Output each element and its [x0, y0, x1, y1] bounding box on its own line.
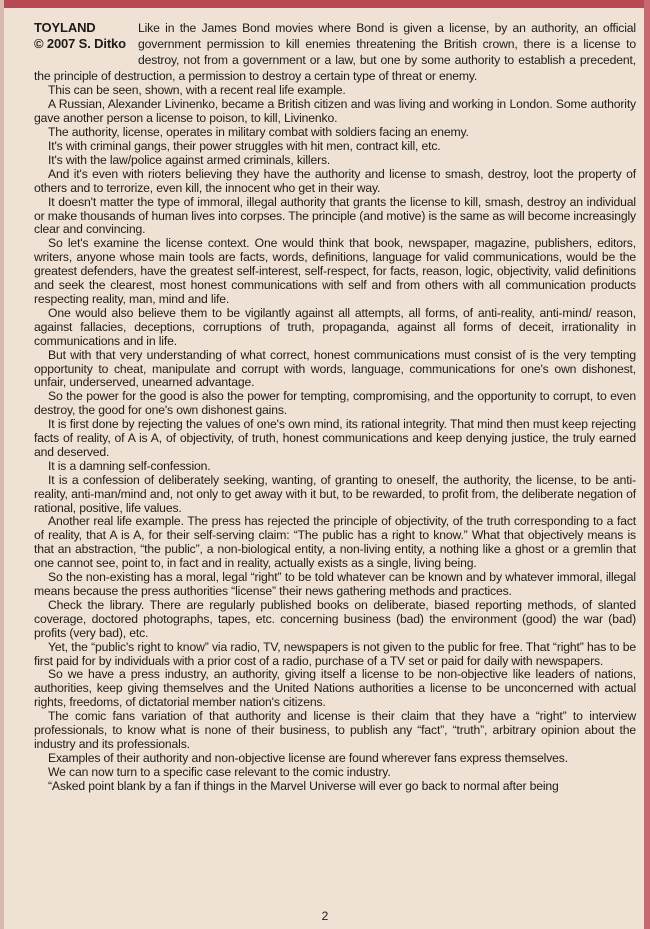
- column-header: [34, 20, 138, 53]
- paragraph: It's with criminal gangs, their power struggles with hit men, contract kill, etc.: [48, 139, 441, 153]
- page-number: 2: [321, 909, 329, 923]
- article-header: [34, 14, 636, 84]
- paragraph: It is first done by rejecting the values of one's own mind, its rational integrity. That mind then must keep rejecting facts of reality, of A is A, of objectivity, of truth, honest communications and keep denying justice, the truly earned and deserved.: [34, 417, 636, 459]
- paragraph: But with that very understanding of what correct, honest communications must consist of is the very tempting opportunity to cheat, manipulate and corrupt with words, language, communications for one's own dishonest, unfair, underserved, unearned advantage.: [34, 347, 636, 390]
- copyright-byline: © 2007 S. Ditko: [34, 36, 126, 52]
- paragraph: So the power for the good is also the power for tempting, compromising, and the opportunity to corrupt, to even destroy, the good for one's own dishonest gains.: [34, 389, 636, 418]
- paragraph: We can now turn to a specific case relevant to the comic industry.: [48, 764, 391, 779]
- page-edge-top: [0, 0, 650, 8]
- paragraph: It doesn't matter the type of immoral, illegal authority that grants the license to kill, smash, destroy an individual or make thousands of human lives into corpses. The principle (and motive) is the same as will become increasingly clear and convincing.: [34, 194, 636, 237]
- paragraph: It is a damning self-confession.: [48, 458, 211, 473]
- paragraph: The authority, license, operates in military combat with soldiers facing an enemy.: [48, 125, 469, 140]
- paragraph: Another real life example. The press has rejected the principle of objectivity, of the truth corresponding to a fact of reality, that A is A, for their self-serving claim: “The public has a right to know.” What that objectively means is that an abstraction, “the public”, a non-biological entity, a non-living entity, a nothing like a ghost or a gremlin that one cannot see, point to, in fact and in reality, actually exists as a single, living being.: [34, 514, 636, 571]
- article-body: [34, 14, 636, 794]
- paragraph: It's with the law/police against armed criminals, killers.: [48, 152, 331, 167]
- paragraph: The comic fans variation of that authority and license is their claim that they have a “right” to interview professionals, to know what is none of their business, to publish any “fact”, “truth”, arbitrary opinion about the industry and its professionals.: [34, 709, 636, 751]
- paragraph: So the non-existing has a moral, legal “right” to be told whatever can be known and by whatever immoral, illegal means because the press authorities “license” their news gathering methods and practices.: [34, 570, 636, 598]
- paragraph: A Russian, Alexander Livinenko, became a British citizen and was living and working in London. Some authority gave another person a license to poison, to kill, Livinenko.: [34, 97, 636, 126]
- paragraph: Check the library. There are regularly published books on deliberate, biased reporting methods, of slanted coverage, doctored photographs, tapes, etc. concerning business (bad) the environment (good) the war (bad) profits (very bad), etc.: [34, 597, 636, 640]
- page-edge-right: [644, 0, 650, 929]
- paragraph: So we have a press industry, an authority, giving itself a license to be non-objective like leaders of nations, authorities, keep giving themselves and the United Nations authorities a license to be unconcerned with actual rights, freedoms, of dictatorial member nation's citizens.: [34, 667, 636, 710]
- paragraph: Yet, the “public's right to know” via radio, TV, newspapers is not given to the public for free. That “right” has to be first paid for by individuals with a prior cost of a radio, purchase of a TV set or paid for daily with newspapers.: [34, 639, 636, 668]
- lead-paragraph: Like in the James Bond movies where Bond is given a license, by an authority, an official government permission to kill enemies threatening the British crown, there is a license to destroy, not from a government or a law, but one by some authority to establish a precedent, the principle of destruction, a permission to destroy a certain type of threat or enemy.: [34, 21, 636, 84]
- paragraph: It is a confession of deliberately seeking, wanting, of granting to oneself, the authority, the license, to be anti-reality, anti-man/mind and, not only to get away with it but, to be rewarded, to profit from, the deliberate negation of rational, positive, life values.: [34, 472, 636, 515]
- paragraph: Examples of their authority and non-objective license are found wherever fans express themselves.: [48, 750, 568, 765]
- paragraph: And it's even with rioters believing they have the authority and license to smash, destroy, loot the property of others and to terrorize, even kill, the innocent who get in their way.: [34, 166, 636, 195]
- column-title: TOYLAND: [34, 20, 96, 35]
- paragraph: “Asked point blank by a fan if things in the Marvel Universe will ever go back to normal after being: [48, 778, 559, 793]
- paragraph: So let's examine the license context. One would think that book, newspaper, magazine, publishers, editors, writers, anyone whose main tools are facts, words, definitions, language for valid communications, would be the greatest defenders, have the greatest self-interest, self-respect, for facts, reason, logic, objectivity, valid definitions and seek the clearest, most honest communications with self and from others with all communication products respecting reality, man, mind and life.: [34, 236, 636, 306]
- paragraph: This can be seen, shown, with a recent real life example.: [48, 83, 346, 98]
- paragraph: One would also believe them to be vigilantly against all attempts, all forms, of anti-reality, anti-mind/ reason, against fallacies, deceptions, corruptions of truth, propaganda, against all forms of deceit, irrationality in communications and in life.: [34, 305, 636, 348]
- page-edge-left: [0, 0, 4, 929]
